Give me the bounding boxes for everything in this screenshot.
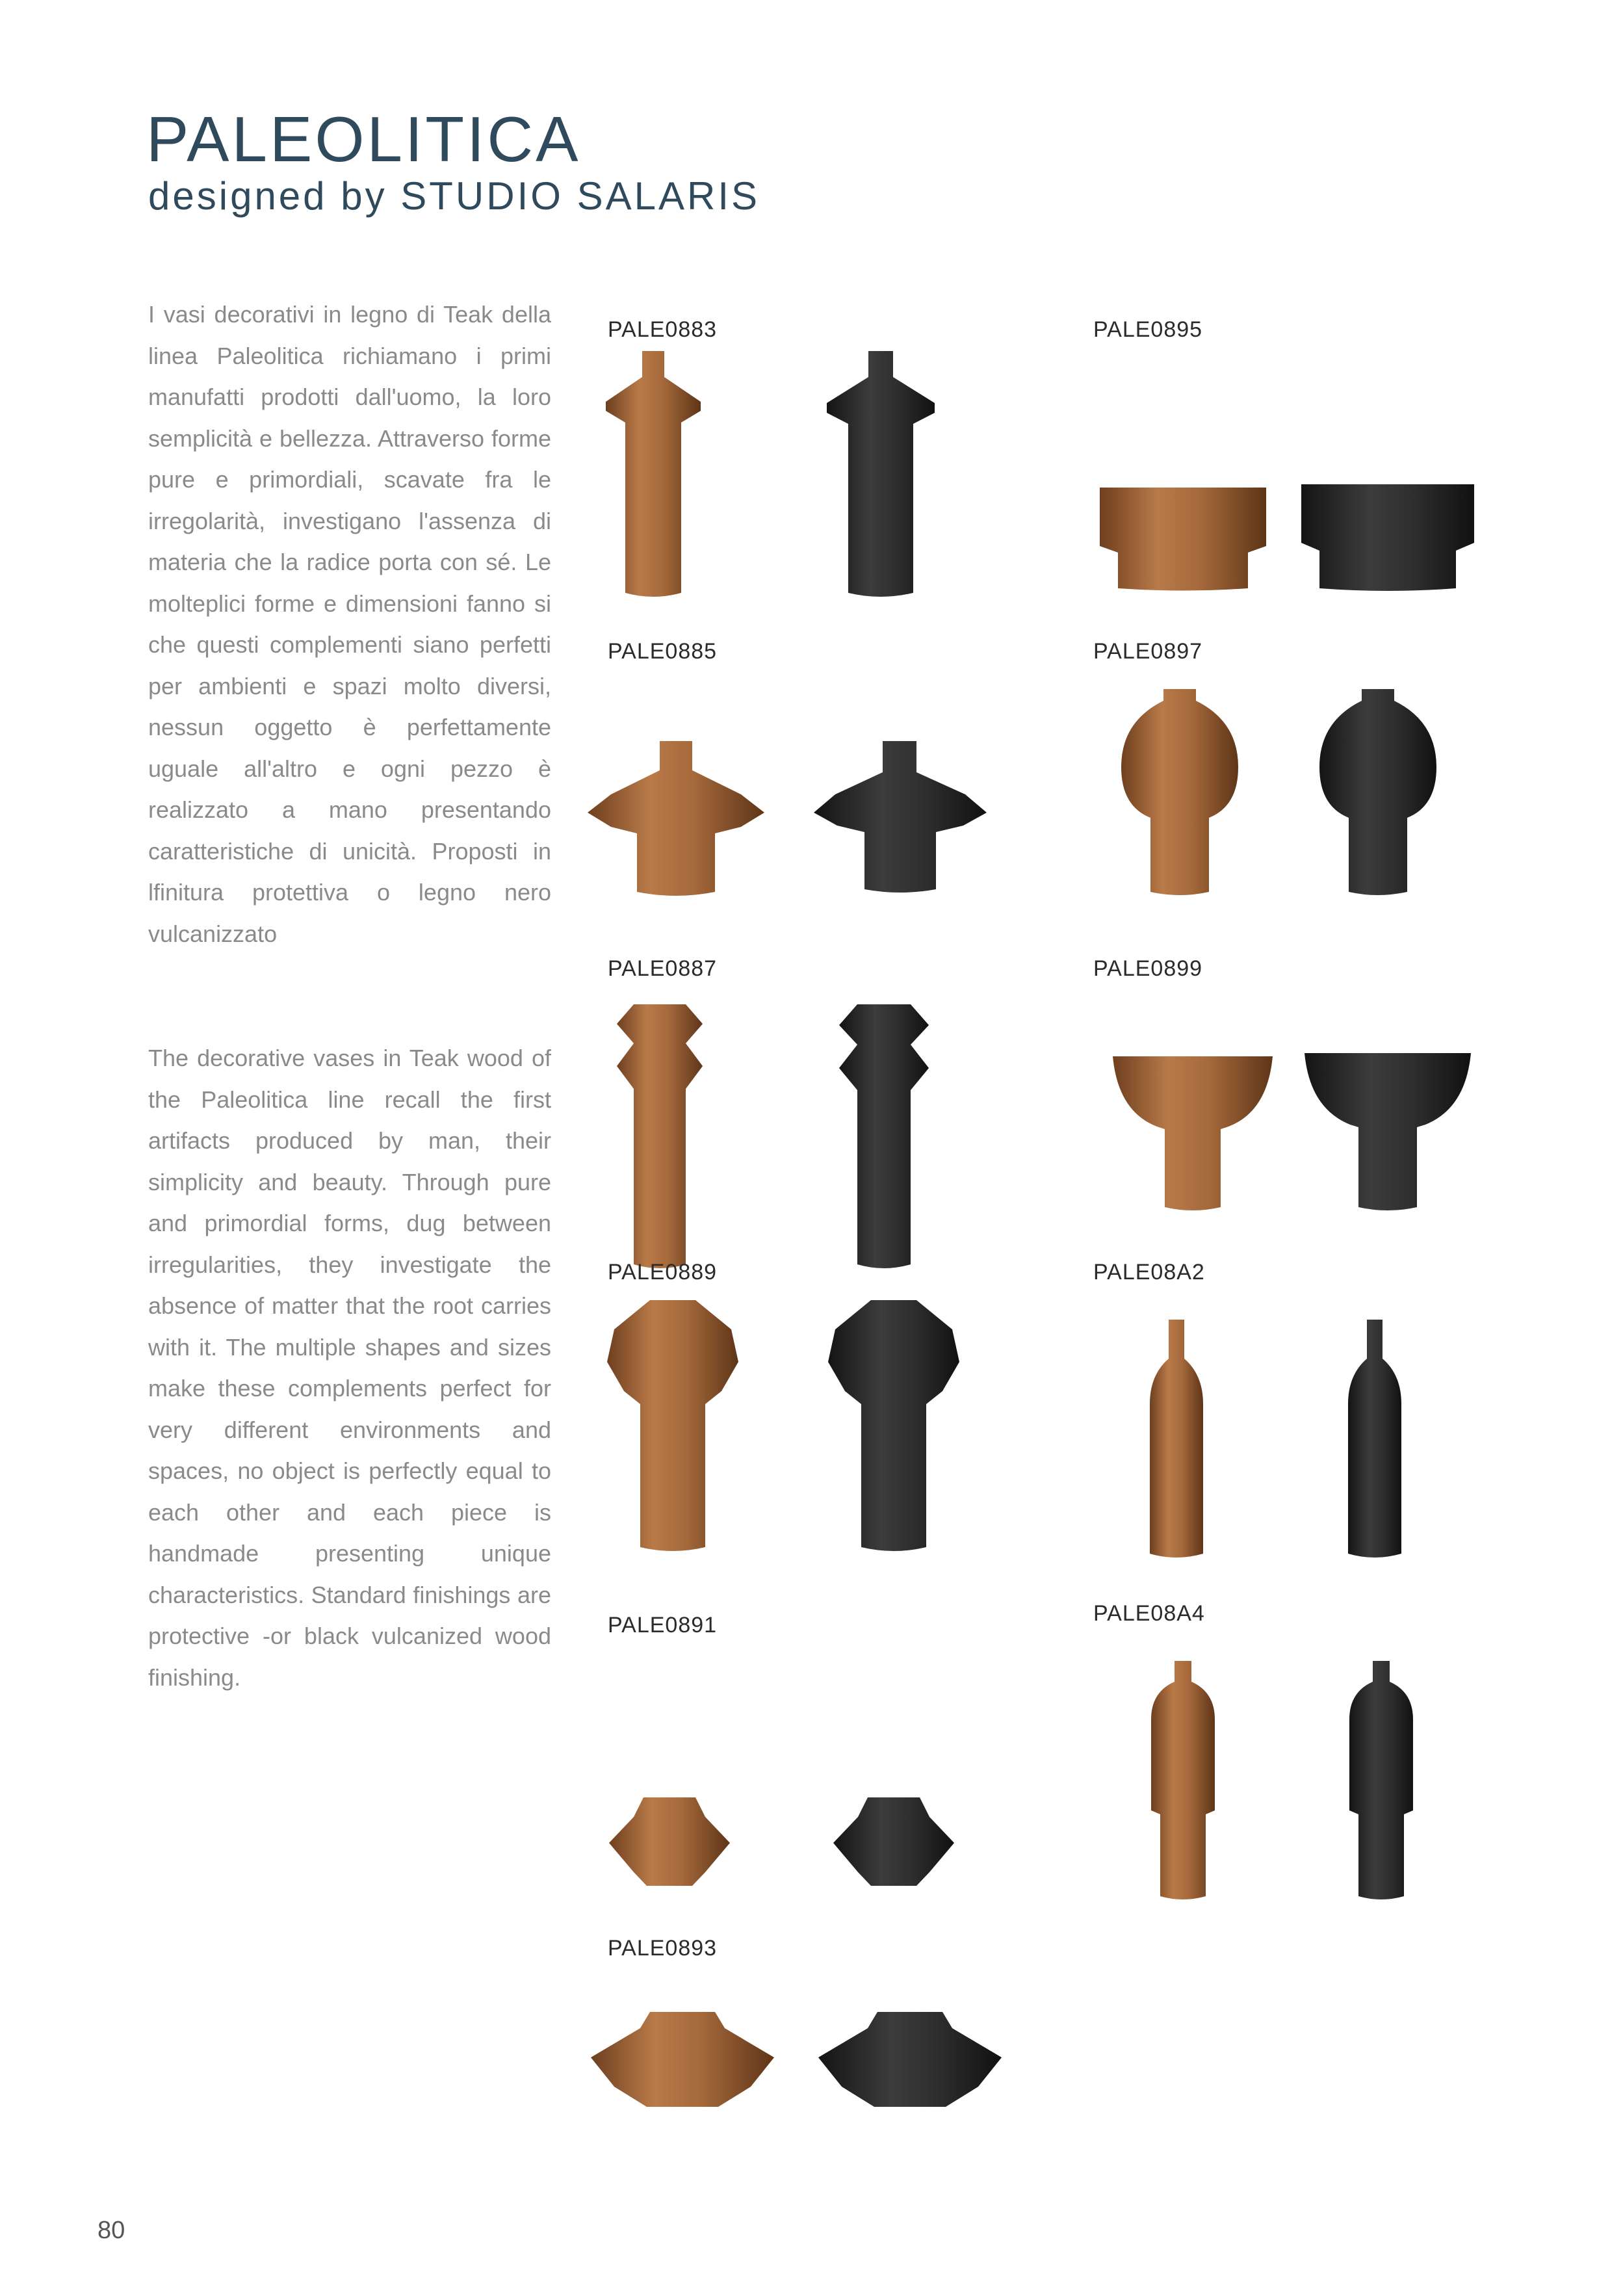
vase-pale0885-black <box>812 741 988 894</box>
page-number: 80 <box>97 2217 125 2244</box>
vase-pale08a2-teak <box>1147 1320 1206 1560</box>
vase-pale0893-teak <box>588 2012 777 2109</box>
vase-pale0889-black <box>825 1300 962 1554</box>
vase-pale0899-black <box>1303 1047 1472 1212</box>
designer-subtitle: designed by STUDIO SALARIS <box>148 174 760 218</box>
vase-pale0893-black <box>816 2012 1004 2109</box>
vase-pale0883-teak <box>604 351 702 598</box>
vase-pale08a4-teak <box>1147 1661 1219 1901</box>
vase-pale0887-teak <box>614 1004 705 1271</box>
product-code: PALE0899 <box>1093 956 1203 981</box>
vase-pale0891-black <box>832 1797 955 1888</box>
vase-pale08a2-black <box>1345 1320 1404 1560</box>
page-title: PALEOLITICA <box>146 103 581 175</box>
product-code: PALE0895 <box>1093 317 1203 342</box>
product-code: PALE0897 <box>1093 639 1203 664</box>
vase-pale0899-teak <box>1111 1050 1274 1212</box>
product-code: PALE08A4 <box>1093 1601 1205 1626</box>
product-code: PALE0885 <box>608 639 718 664</box>
vase-pale0887-black <box>835 1004 933 1271</box>
vase-pale0889-teak <box>604 1300 741 1554</box>
product-code: PALE0891 <box>608 1613 718 1637</box>
product-code: PALE0889 <box>608 1260 718 1285</box>
vase-pale0891-teak <box>608 1797 731 1888</box>
vase-pale0897-teak <box>1118 689 1241 897</box>
vase-pale0895-black <box>1300 478 1475 592</box>
vase-pale0897-black <box>1316 689 1440 897</box>
vase-pale0883-black <box>825 351 936 598</box>
description-italian: I vasi decorativi in legno di Teak della linea Paleolitica richiamano i primi manufatti prodotti dall'uomo, la loro semplicità e bellezza. Attraverso forme pure e primordiali, scavate fra le irregolarità, investigano l'assenza di materia che la radice porta con sé. Le molteplici forme e dimensioni fanno si che questi complementi siano perfetti per ambienti e spazi molto diversi, nessun oggetto è perfettamente uguale all'altro e ogni pezzo è realizzato a mano presentando caratteristiche di unicità. Proposti in lfinitura protettiva o legno nero vulcanizzato <box>148 301 551 947</box>
description-english: The decorative vases in Teak wood of the Paleolitica line recall the first artifacts produced by man, their simplicity and beauty. Through pure and primordial forms, dug between irregularities, they investigate the absence of matter that the root carries with it. The multiple shapes and sizes make these complements perfect for very different environments and spaces, no object is perfectly equal to each other and each piece is handmade presenting unique characteristics. Standard finishings are protective -or black vulcanized wood finishing. <box>148 1045 551 1691</box>
product-code: PALE0887 <box>608 956 718 981</box>
product-code: PALE08A2 <box>1093 1260 1205 1285</box>
vase-pale0885-teak <box>585 741 767 897</box>
product-code: PALE0883 <box>608 317 718 342</box>
vase-pale08a4-black <box>1345 1661 1417 1901</box>
product-code: PALE0893 <box>608 1936 718 1961</box>
vase-pale0895-teak <box>1098 481 1267 592</box>
